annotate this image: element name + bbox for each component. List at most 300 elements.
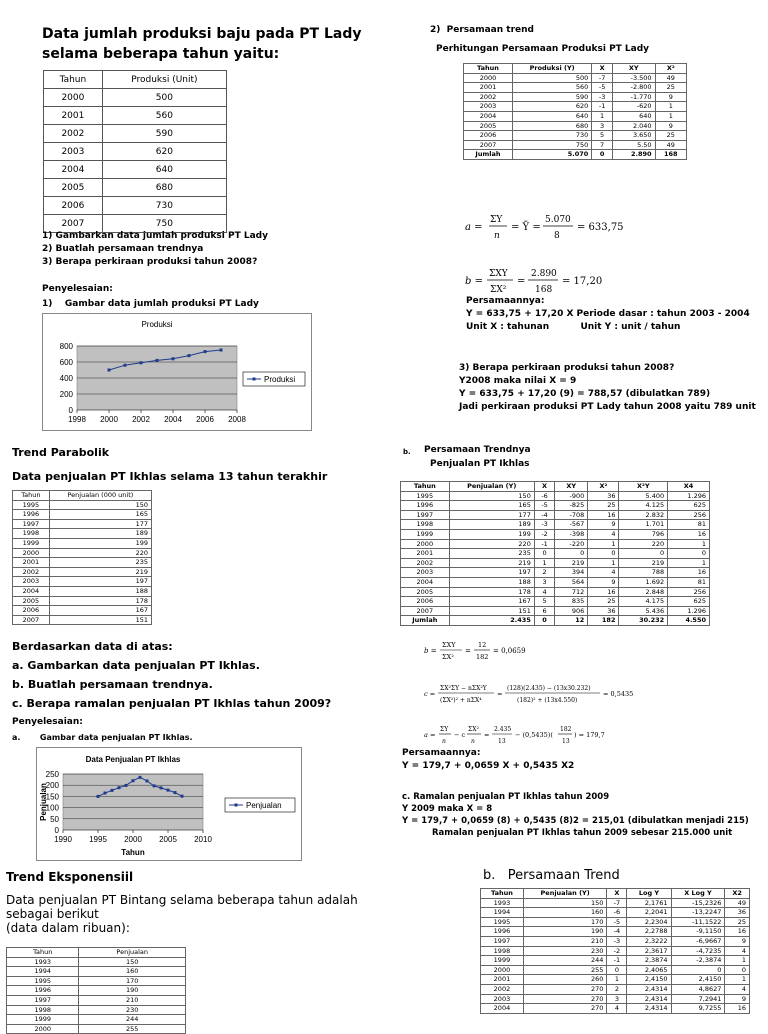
table-row bbox=[481, 994, 750, 1004]
table-row bbox=[401, 491, 710, 501]
data-point bbox=[104, 792, 107, 795]
table-cell: 36 bbox=[725, 908, 750, 918]
table-row bbox=[481, 984, 750, 994]
table-cell: 1.296 bbox=[668, 606, 710, 616]
svg-text:ΣXY: ΣXY bbox=[442, 641, 456, 649]
table-cell: 2004 bbox=[401, 577, 450, 587]
trend-eksponensiil-heading: Trend Eksponensiil bbox=[6, 870, 134, 884]
y-tick-label: 50 bbox=[50, 814, 59, 824]
table-cell: 750 bbox=[102, 215, 226, 233]
table-cell: 49 bbox=[655, 73, 686, 83]
column-header: Produksi (Y) bbox=[512, 64, 591, 74]
x-tick-label: 1990 bbox=[54, 835, 72, 844]
table-cell: 16 bbox=[588, 510, 619, 520]
table-cell: 2,1761 bbox=[627, 898, 671, 908]
table-cell: -5 bbox=[592, 83, 613, 93]
table-cell: 1993 bbox=[481, 898, 524, 908]
table-cell: 9 bbox=[725, 994, 750, 1004]
svg-text:(128)(2.435) − (13x30.232): (128)(2.435) − (13x30.232) bbox=[507, 685, 591, 692]
svg-text:n: n bbox=[494, 231, 500, 241]
table-cell: 168 bbox=[655, 150, 686, 160]
table-cell: 2000 bbox=[44, 89, 103, 107]
svg-text:a =: a = bbox=[465, 222, 483, 233]
table-cell: -3 bbox=[592, 92, 613, 102]
table-cell: 1996 bbox=[401, 501, 450, 511]
table-cell: 1999 bbox=[13, 538, 50, 548]
step1-label: 1) Gambar data jumlah produksi PT Lady bbox=[42, 299, 259, 309]
x-tick-label: 2000 bbox=[124, 835, 142, 844]
table-cell: 150 bbox=[79, 957, 186, 967]
q3-heading: 3) Berapa perkiraan produksi tahun 2008? bbox=[459, 363, 675, 373]
table-total-row bbox=[401, 616, 710, 626]
table-cell: -6 bbox=[534, 491, 554, 501]
table-row bbox=[44, 89, 227, 107]
column-header: Penjualan (Y) bbox=[449, 482, 534, 492]
question-2: 2) Buatlah persamaan trendnya bbox=[42, 244, 204, 254]
x-axis-label: Tahun bbox=[121, 848, 145, 857]
persamaan-ikhlas bbox=[402, 747, 574, 773]
table-cell: -4 bbox=[607, 927, 627, 937]
table-cell: 0 bbox=[619, 549, 668, 559]
table-row bbox=[464, 92, 687, 102]
table-cell: 2002 bbox=[401, 558, 450, 568]
exponential-table bbox=[480, 888, 750, 1014]
table-cell: 16 bbox=[668, 529, 710, 539]
column-header: XY bbox=[555, 482, 588, 492]
table-cell: 2003 bbox=[44, 143, 103, 161]
table-cell: 788 bbox=[619, 568, 668, 578]
chart-title: Produksi bbox=[141, 320, 173, 329]
table-cell: 81 bbox=[668, 520, 710, 530]
table-cell: 36 bbox=[588, 606, 619, 616]
table-cell: 210 bbox=[79, 995, 186, 1005]
table-cell: 220 bbox=[449, 539, 534, 549]
parabolic-table bbox=[400, 481, 710, 626]
table-row bbox=[44, 125, 227, 143]
data-point bbox=[204, 350, 207, 353]
table-cell: 1 bbox=[534, 558, 554, 568]
svg-text:=: = bbox=[497, 690, 503, 698]
table-row bbox=[7, 967, 186, 977]
table-cell: 796 bbox=[619, 529, 668, 539]
table-row bbox=[401, 606, 710, 616]
table-row bbox=[13, 519, 152, 529]
y-tick-label: 0 bbox=[68, 406, 73, 415]
section1-title: Data jumlah produksi baju pada PT Lady selama beberapa tahun yaitu: bbox=[42, 26, 362, 62]
table-cell: 1995 bbox=[13, 500, 50, 510]
table-cell: 188 bbox=[449, 577, 534, 587]
data-point bbox=[125, 784, 128, 787]
table-cell: 0 bbox=[588, 549, 619, 559]
table-cell: 5.400 bbox=[619, 491, 668, 501]
table-row bbox=[401, 558, 710, 568]
svg-text:=: = bbox=[484, 731, 490, 739]
table-cell: 188 bbox=[49, 586, 151, 596]
table-cell: 712 bbox=[555, 587, 588, 597]
table-cell: 1995 bbox=[7, 976, 79, 986]
table-cell: 170 bbox=[79, 976, 186, 986]
data-point bbox=[146, 779, 149, 782]
table-row bbox=[481, 927, 750, 937]
table-cell: 5.070 bbox=[512, 150, 591, 160]
table-cell: 49 bbox=[725, 898, 750, 908]
table-cell: 2,4314 bbox=[627, 994, 671, 1004]
table-cell: -3 bbox=[534, 520, 554, 530]
table-cell: 182 bbox=[588, 616, 619, 626]
table-cell: -6 bbox=[607, 908, 627, 918]
table-cell: 2,2788 bbox=[627, 927, 671, 937]
formula-b-lady-graphic bbox=[465, 262, 645, 298]
svg-text:ΣX²: ΣX² bbox=[468, 726, 479, 733]
table-row bbox=[401, 510, 710, 520]
table-cell: -1 bbox=[534, 539, 554, 549]
table-cell: 2,2304 bbox=[627, 917, 671, 927]
table-cell: 590 bbox=[102, 125, 226, 143]
table-cell: 244 bbox=[79, 1015, 186, 1025]
table-cell: 151 bbox=[449, 606, 534, 616]
table-cell: 1999 bbox=[7, 1015, 79, 1025]
data-point bbox=[160, 786, 163, 789]
ramalan-line3: Ramalan penjualan PT Ikhlas tahun 2009 sebesar 215.000 unit bbox=[432, 828, 733, 838]
table-cell: 835 bbox=[555, 597, 588, 607]
table-cell: -1 bbox=[607, 956, 627, 966]
data-point bbox=[220, 349, 223, 352]
table-cell: 178 bbox=[49, 596, 151, 606]
column-header: XY bbox=[612, 64, 655, 74]
persamaan-ikhlas-equation: Y = 179,7 + 0,0659 X + 0,5435 X2 bbox=[402, 761, 575, 771]
x-tick-label: 2010 bbox=[194, 835, 212, 844]
column-header: X2 bbox=[725, 889, 750, 899]
table-cell: 1 bbox=[607, 975, 627, 985]
legend-label: Penjualan bbox=[246, 801, 282, 810]
ikhlas-questions bbox=[12, 637, 331, 713]
svg-text:ΣY: ΣY bbox=[490, 215, 503, 225]
table-cell: -13,2247 bbox=[671, 908, 725, 918]
data-point bbox=[167, 789, 170, 792]
table-row bbox=[7, 976, 186, 986]
svg-text:(ΣX²)² + nΣX⁴: (ΣX²)² + nΣX⁴ bbox=[440, 697, 482, 704]
col-tahun-ikhlas: Tahun bbox=[13, 491, 50, 501]
table-row bbox=[44, 143, 227, 161]
penjualan-ikhlas-sub: Penjualan PT Ikhlas bbox=[430, 459, 530, 469]
table-cell: 25 bbox=[655, 83, 686, 93]
table-cell: 2003 bbox=[464, 102, 513, 112]
table-cell: -1.770 bbox=[612, 92, 655, 102]
table-cell: 1.701 bbox=[619, 520, 668, 530]
data-point bbox=[132, 779, 135, 782]
table-row bbox=[13, 538, 152, 548]
table-cell: 0 bbox=[592, 150, 613, 160]
x-tick-label: 2005 bbox=[159, 835, 177, 844]
table-cell: 16 bbox=[725, 927, 750, 937]
table-row bbox=[401, 597, 710, 607]
table-cell: 3 bbox=[607, 994, 627, 1004]
table-cell: 590 bbox=[512, 92, 591, 102]
table-row bbox=[401, 529, 710, 539]
column-header: Log Y bbox=[627, 889, 671, 899]
table-cell: -3 bbox=[607, 936, 627, 946]
table-cell: 2004 bbox=[13, 586, 50, 596]
table-cell: 2002 bbox=[44, 125, 103, 143]
svg-text:182: 182 bbox=[560, 726, 572, 733]
table-row bbox=[481, 936, 750, 946]
table-cell: 6 bbox=[534, 606, 554, 616]
table-cell: 625 bbox=[668, 501, 710, 511]
y-tick-label: 250 bbox=[45, 770, 59, 779]
y-tick-label: 600 bbox=[59, 358, 73, 367]
table-cell: 1998 bbox=[13, 529, 50, 539]
table-cell: -900 bbox=[555, 491, 588, 501]
table-cell: 199 bbox=[49, 538, 151, 548]
svg-text:b =: b = bbox=[424, 647, 437, 655]
y-tick-label: 150 bbox=[45, 792, 59, 802]
table-cell: 150 bbox=[49, 500, 151, 510]
table-cell: 625 bbox=[668, 597, 710, 607]
table-cell: 270 bbox=[523, 984, 606, 994]
table-cell: -7 bbox=[607, 898, 627, 908]
table-cell: 2.832 bbox=[619, 510, 668, 520]
table-cell: 270 bbox=[523, 1004, 606, 1014]
table-cell: 4.175 bbox=[619, 597, 668, 607]
svg-text:− c: − c bbox=[454, 731, 466, 739]
table-cell: 620 bbox=[512, 102, 591, 112]
table-cell: 2005 bbox=[464, 121, 513, 131]
table-row bbox=[464, 111, 687, 121]
table-row bbox=[44, 197, 227, 215]
legend-label: Produksi bbox=[264, 375, 296, 384]
table-cell: Jumlah bbox=[464, 150, 513, 160]
table-cell: 1.296 bbox=[668, 491, 710, 501]
table-cell: 2005 bbox=[44, 179, 103, 197]
table-cell: 199 bbox=[449, 529, 534, 539]
table-row bbox=[13, 596, 152, 606]
table-cell: 2000 bbox=[464, 73, 513, 83]
table-row bbox=[44, 179, 227, 197]
table-cell: 2002 bbox=[464, 92, 513, 102]
table-cell: 177 bbox=[449, 510, 534, 520]
step-a-label: a. Gambar data penjualan PT Ikhlas. bbox=[12, 733, 193, 742]
column-header: X² bbox=[655, 64, 686, 74]
table-cell: 1 bbox=[588, 539, 619, 549]
svg-text:168: 168 bbox=[535, 285, 553, 295]
col-penjualan-ikhlas: Penjualan (000 unit) bbox=[49, 491, 151, 501]
table-cell: 2,3617 bbox=[627, 946, 671, 956]
svg-text:) = 179,7: ) = 179,7 bbox=[574, 731, 605, 739]
table-row bbox=[481, 975, 750, 985]
formula-c-ikhlas bbox=[424, 679, 644, 713]
table-cell: 0 bbox=[725, 965, 750, 975]
question-b: b. Buatlah persamaan trendnya. bbox=[12, 678, 213, 691]
table-cell: 9 bbox=[725, 936, 750, 946]
table-cell: 197 bbox=[449, 568, 534, 578]
ramalan-line2: Y = 179,7 + 0,0659 (8) + 0,5435 (8)2 = 215,01 (dibulatkan menjadi 215) bbox=[402, 816, 749, 826]
table-cell: 16 bbox=[588, 587, 619, 597]
bintang-text1: Data penjualan PT Bintang selama beberapa tahun adalah bbox=[6, 893, 358, 907]
table-cell: 256 bbox=[668, 510, 710, 520]
formula-a-lady-graphic bbox=[465, 208, 645, 244]
table-cell: 2007 bbox=[401, 606, 450, 616]
table-cell: -6,9667 bbox=[671, 936, 725, 946]
table-cell: 1 bbox=[725, 975, 750, 985]
table-cell: -9,1150 bbox=[671, 927, 725, 937]
table-cell: 219 bbox=[49, 567, 151, 577]
persamaan-units: Unit X : tahunan Unit Y : unit / tahun bbox=[466, 322, 681, 332]
table-cell: 219 bbox=[555, 558, 588, 568]
chart-produksi-frame bbox=[42, 313, 312, 431]
table-cell: 2000 bbox=[481, 965, 524, 975]
table-cell: 2,4314 bbox=[627, 1004, 671, 1014]
table-cell: 150 bbox=[523, 898, 606, 908]
table-cell: 12 bbox=[555, 616, 588, 626]
table-cell: 2004 bbox=[464, 111, 513, 121]
svg-text:ΣX²: ΣX² bbox=[490, 285, 507, 295]
section2-heading: 2) Persamaan trend bbox=[430, 25, 534, 35]
svg-text:n: n bbox=[471, 738, 475, 745]
table-row bbox=[464, 140, 687, 150]
table-cell: 2.040 bbox=[612, 121, 655, 131]
production-table bbox=[43, 70, 227, 233]
table-row bbox=[401, 549, 710, 559]
svg-text:a =: a = bbox=[424, 731, 436, 739]
svg-text:= 17,20: = 17,20 bbox=[562, 276, 603, 287]
formula-b-ikhlas-graphic bbox=[424, 636, 584, 666]
table-row bbox=[13, 510, 152, 520]
table-cell: 0 bbox=[555, 549, 588, 559]
table-cell: 2.890 bbox=[612, 150, 655, 160]
table-cell: 640 bbox=[102, 161, 226, 179]
table-row bbox=[13, 558, 152, 568]
question-1: 1) Gambarkan data jumlah produksi PT Lady bbox=[42, 231, 268, 241]
table-cell: 167 bbox=[449, 597, 534, 607]
table-cell: 3 bbox=[534, 577, 554, 587]
question-a: a. Gambarkan data penjualan PT Ikhlas. bbox=[12, 659, 260, 672]
y-tick-label: 100 bbox=[45, 803, 59, 813]
table-cell: 1 bbox=[725, 956, 750, 966]
table-row bbox=[401, 520, 710, 530]
table-cell: 2007 bbox=[44, 215, 103, 233]
y-axis-label: Penjualan bbox=[39, 783, 48, 821]
table-cell: 2,3874 bbox=[627, 956, 671, 966]
table-cell: 256 bbox=[668, 587, 710, 597]
questions-list bbox=[42, 230, 268, 269]
table-row bbox=[464, 121, 687, 131]
table-cell: 2 bbox=[607, 984, 627, 994]
table-row bbox=[7, 1015, 186, 1025]
svg-text:ΣX²: ΣX² bbox=[442, 653, 454, 661]
table-cell: 260 bbox=[523, 975, 606, 985]
table-row bbox=[7, 995, 186, 1005]
svg-text:2.890: 2.890 bbox=[531, 269, 557, 279]
table-cell: 1995 bbox=[401, 491, 450, 501]
table-row bbox=[13, 586, 152, 596]
legend-marker bbox=[235, 804, 238, 807]
q3-line2: Y = 633,75 + 17,20 (9) = 788,57 (dibulatkan 789) bbox=[459, 389, 711, 399]
table-cell: 0 bbox=[534, 549, 554, 559]
table-row bbox=[13, 500, 152, 510]
x-tick-label: 1995 bbox=[89, 835, 107, 844]
table-cell: 2002 bbox=[481, 984, 524, 994]
table-cell: 2000 bbox=[401, 539, 450, 549]
table-row bbox=[481, 946, 750, 956]
table-cell: 1 bbox=[592, 111, 613, 121]
table-row bbox=[7, 986, 186, 996]
svg-text:182: 182 bbox=[476, 653, 489, 661]
table-cell: 7 bbox=[592, 140, 613, 150]
table-cell: 16 bbox=[668, 568, 710, 578]
table-row bbox=[401, 577, 710, 587]
table-cell: 9,7255 bbox=[671, 1004, 725, 1014]
table-cell: 177 bbox=[49, 519, 151, 529]
x-tick-label: 2008 bbox=[228, 415, 246, 424]
table-cell: 1997 bbox=[7, 995, 79, 1005]
table-cell: 25 bbox=[725, 917, 750, 927]
col-produksi: Produksi (Unit) bbox=[102, 71, 226, 89]
data-point bbox=[153, 784, 156, 787]
table-row bbox=[481, 908, 750, 918]
table-cell: 220 bbox=[49, 548, 151, 558]
table-cell: 394 bbox=[555, 568, 588, 578]
y-tick-label: 0 bbox=[54, 826, 59, 835]
table-cell: 9 bbox=[588, 520, 619, 530]
table-cell: -5 bbox=[607, 917, 627, 927]
table-cell: 620 bbox=[102, 143, 226, 161]
table-cell: 2.848 bbox=[619, 587, 668, 597]
table-row bbox=[13, 529, 152, 539]
formula-a-ikhlas-graphic bbox=[424, 720, 624, 750]
table-cell: 2005 bbox=[13, 596, 50, 606]
table-cell: 167 bbox=[49, 606, 151, 616]
data-point bbox=[140, 361, 143, 364]
x-tick-label: 2000 bbox=[100, 415, 118, 424]
q3-block bbox=[459, 362, 756, 414]
table-row bbox=[481, 917, 750, 927]
b-label: b. bbox=[403, 448, 411, 456]
table-cell: 151 bbox=[49, 615, 151, 625]
table-cell: 2006 bbox=[401, 597, 450, 607]
chart-ikhlas-frame bbox=[36, 747, 302, 861]
table-cell: 5.50 bbox=[612, 140, 655, 150]
y-tick-label: 200 bbox=[45, 781, 59, 791]
persamaan-trendnya-heading: Persamaan Trendnya bbox=[424, 445, 531, 455]
y-tick-label: 800 bbox=[59, 342, 73, 351]
table-cell: 730 bbox=[512, 131, 591, 141]
chart-ikhlas bbox=[37, 748, 301, 860]
formula-c-ikhlas-graphic bbox=[424, 679, 644, 709]
table-cell: 2001 bbox=[481, 975, 524, 985]
table-cell: 1994 bbox=[481, 908, 524, 918]
penyelesaian-label: Penyelesaian: bbox=[42, 284, 113, 294]
column-header: Penjualan (Y) bbox=[523, 889, 606, 899]
table-cell: 4.550 bbox=[668, 616, 710, 626]
bintang-text3: (data dalam ribuan): bbox=[6, 921, 130, 935]
table-cell: 2002 bbox=[13, 567, 50, 577]
table-cell: 1999 bbox=[481, 956, 524, 966]
column-header: X bbox=[607, 889, 627, 899]
table-cell: -15,2326 bbox=[671, 898, 725, 908]
q3-line1: Y2008 maka nilai X = 9 bbox=[459, 376, 577, 386]
table-cell: Jumlah bbox=[401, 616, 450, 626]
x-tick-label: 2004 bbox=[164, 415, 182, 424]
bintang-text2: sebagai berikut bbox=[6, 907, 99, 921]
formula-a-lady bbox=[465, 208, 645, 247]
svg-text:(182)² + (13x4.550): (182)² + (13x4.550) bbox=[517, 697, 578, 704]
svg-text:= 0,0659: = 0,0659 bbox=[493, 647, 526, 655]
svg-text:ΣXY: ΣXY bbox=[489, 269, 508, 279]
table-cell: 680 bbox=[512, 121, 591, 131]
table-cell: 2003 bbox=[401, 568, 450, 578]
svg-text:c =: c = bbox=[424, 690, 436, 698]
col-tahun-bintang: Tahun bbox=[7, 948, 79, 958]
